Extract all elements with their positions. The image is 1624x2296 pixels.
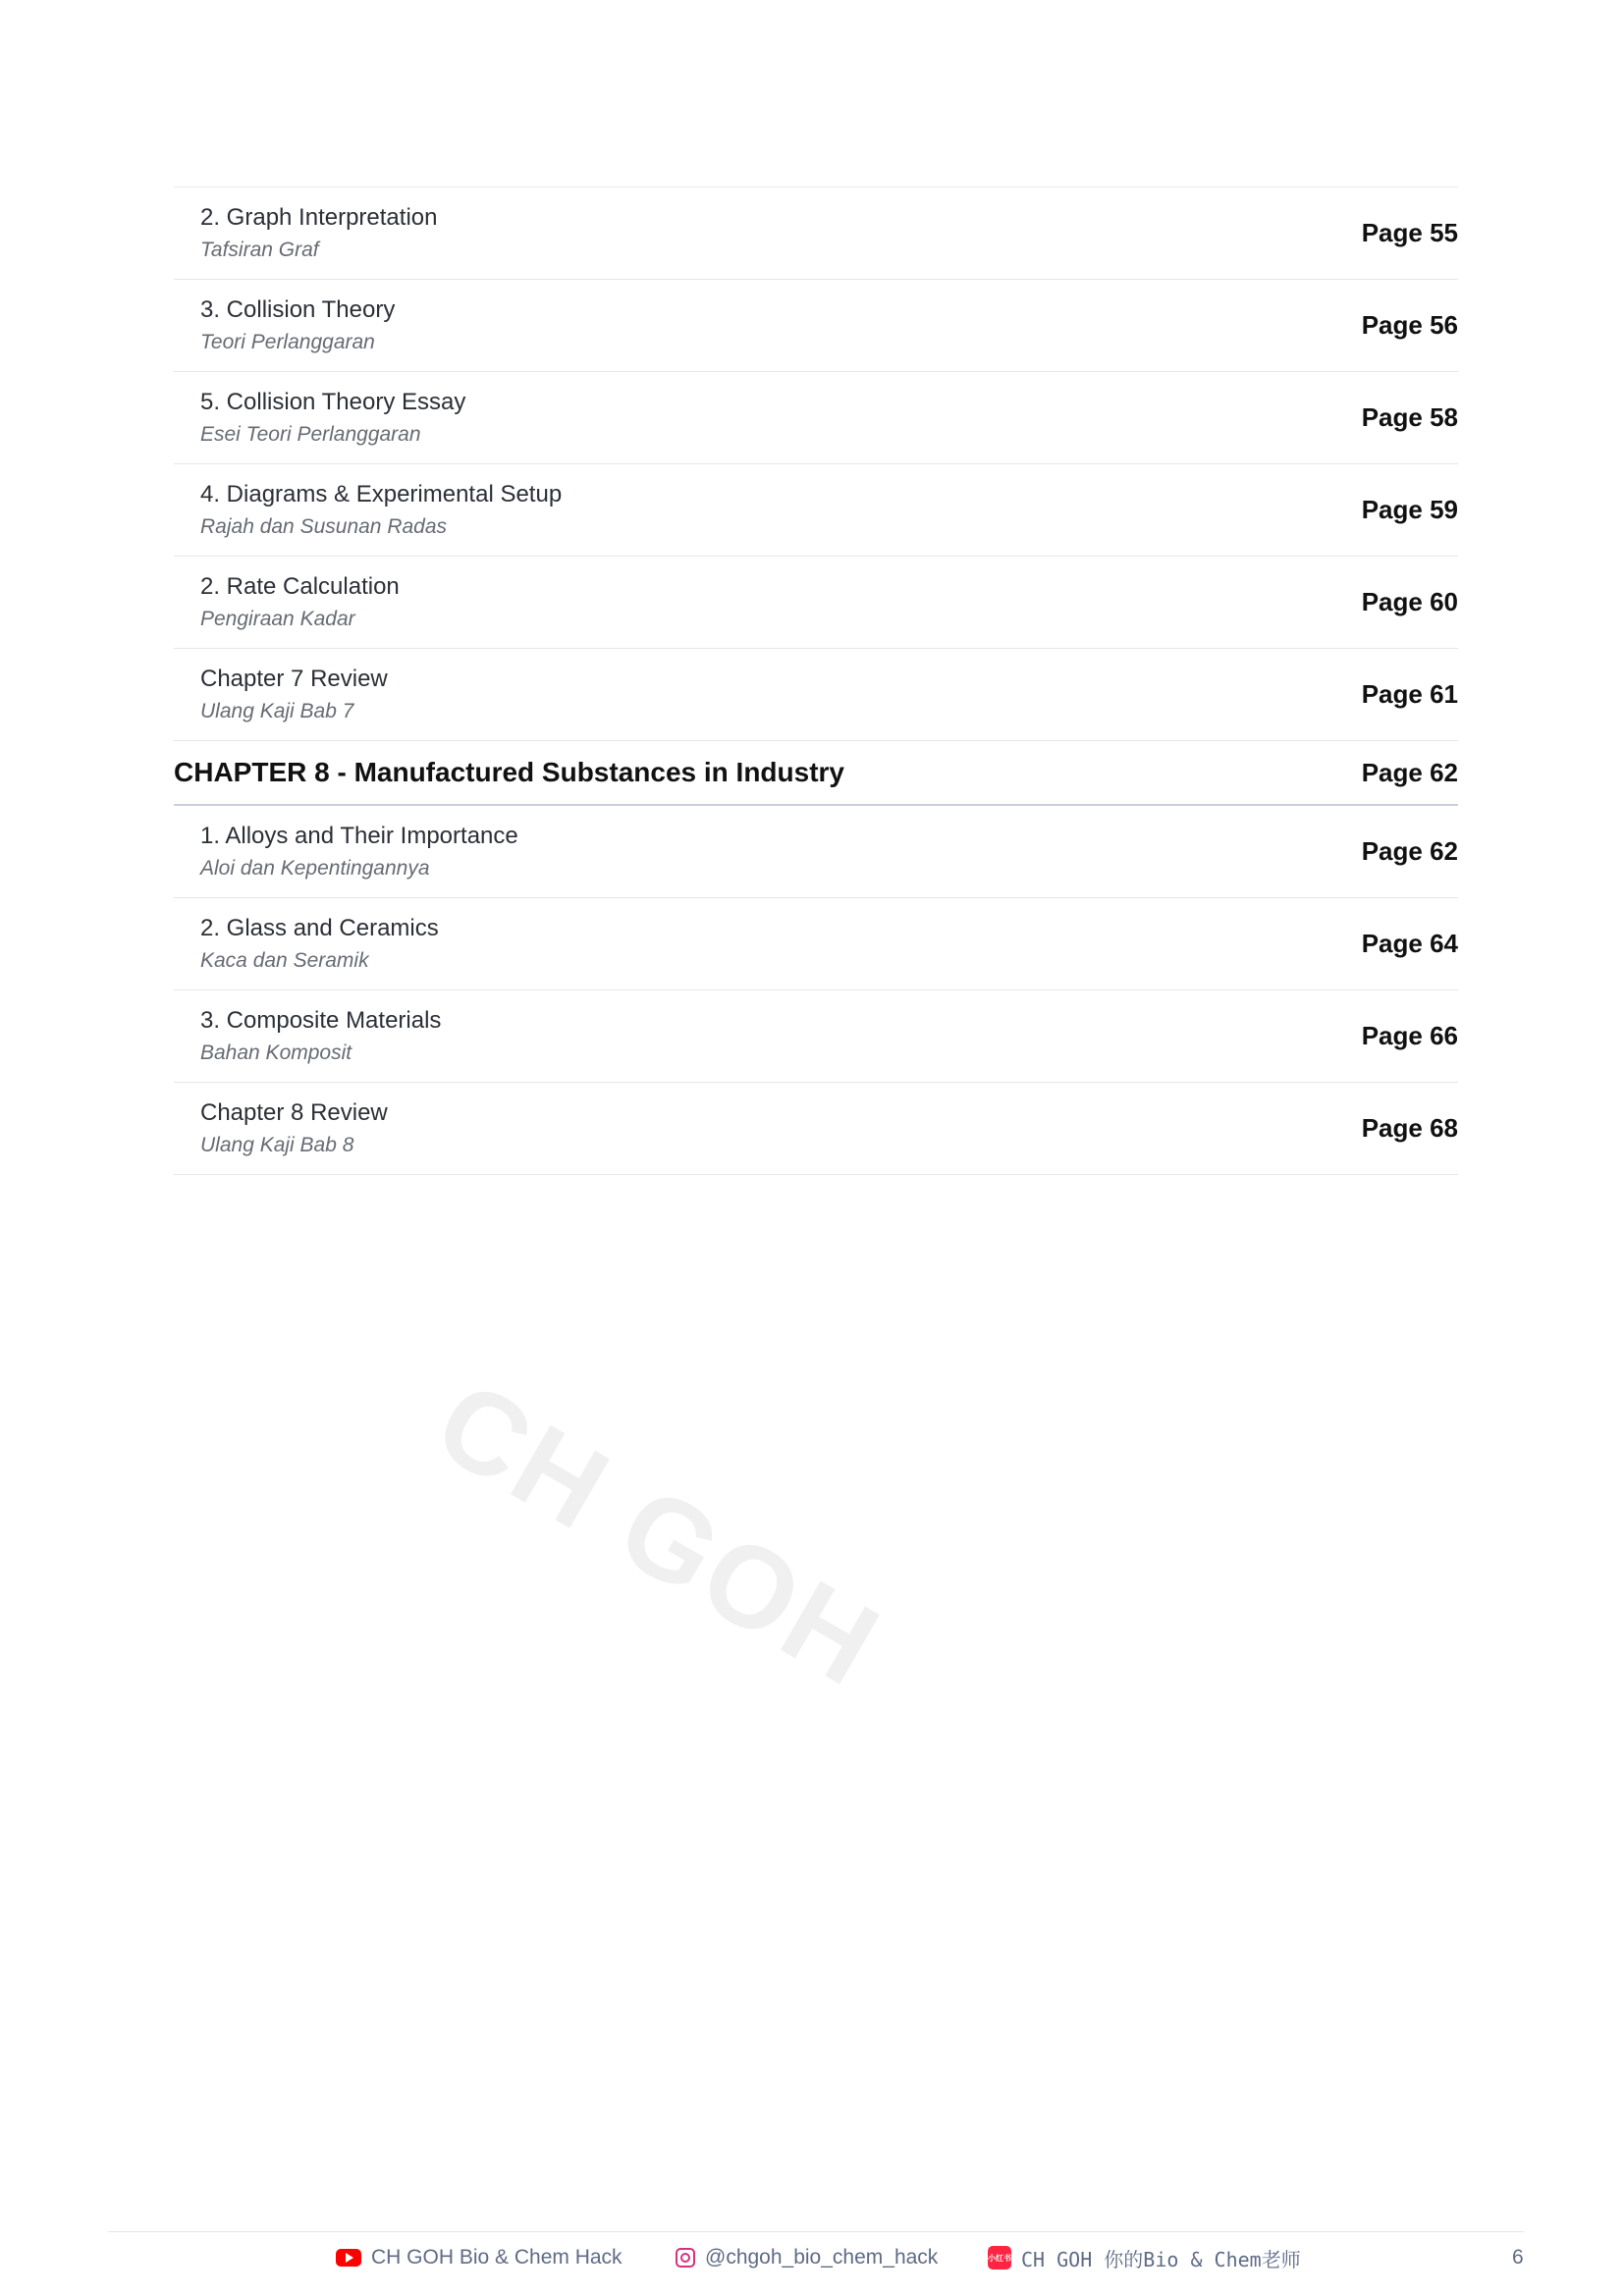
toc-row-subtitle: Aloi dan Kepentingannya: [200, 856, 430, 880]
footer-youtube-link[interactable]: [336, 2240, 623, 2275]
watermark: CH GOH: [415, 1356, 902, 1713]
toc-row-title: Chapter 8 Review: [200, 1098, 388, 1126]
toc-row-page: Page 68: [1361, 1113, 1458, 1143]
toc-row-title: 2. Glass and Ceramics: [200, 914, 439, 941]
toc-row-title: 4. Diagrams & Experimental Setup: [200, 480, 563, 507]
table-of-contents: [174, 187, 1458, 1175]
toc-row-subtitle: Teori Perlanggaran: [200, 330, 375, 353]
toc-row-subtitle: Esei Teori Perlanggaran: [200, 422, 421, 446]
footer-xiaohongshu-link[interactable]: [988, 2240, 1301, 2275]
toc-row[interactable]: [174, 1083, 1458, 1175]
toc-row[interactable]: [174, 187, 1458, 280]
footer: [0, 2240, 1624, 2279]
chapter-title: CHAPTER 8 - Manufactured Substances in Industry: [174, 757, 844, 787]
xiaohongshu-icon: 小红书: [988, 2246, 1011, 2269]
toc-row-subtitle: Kaca dan Seramik: [200, 948, 369, 972]
toc-row-page: Page 66: [1361, 1021, 1458, 1050]
toc-row[interactable]: [174, 990, 1458, 1083]
toc-row-subtitle: Pengiraan Kadar: [200, 607, 355, 630]
instagram-icon: [676, 2248, 695, 2268]
toc-row-page: Page 62: [1361, 836, 1458, 866]
youtube-icon: [336, 2249, 361, 2267]
toc-row-title: 5. Collision Theory Essay: [200, 388, 466, 415]
toc-row-page: Page 55: [1361, 218, 1458, 247]
toc-row-page: Page 64: [1361, 929, 1458, 958]
toc-row-title: 3. Composite Materials: [200, 1006, 442, 1034]
footer-xiaohongshu-label: CH GOH 你的Bio & Chem老师: [1021, 2247, 1301, 2271]
footer-divider: [108, 2231, 1524, 2232]
toc-row[interactable]: [174, 280, 1458, 372]
page-number: 6: [1512, 2246, 1524, 2269]
chapter-heading[interactable]: [174, 741, 1458, 806]
toc-row-title: 2. Rate Calculation: [200, 572, 400, 600]
toc-row-title: 2. Graph Interpretation: [200, 203, 438, 231]
toc-row-page: Page 58: [1361, 402, 1458, 432]
toc-row-title: Chapter 7 Review: [200, 665, 388, 692]
toc-row[interactable]: [174, 806, 1458, 898]
toc-row-subtitle: Rajah dan Susunan Radas: [200, 514, 448, 538]
toc-row[interactable]: [174, 898, 1458, 990]
toc-row[interactable]: [174, 372, 1458, 464]
footer-instagram-label: @chgoh_bio_chem_hack: [705, 2246, 939, 2269]
toc-row-page: Page 61: [1361, 679, 1458, 709]
toc-row-subtitle: Tafsiran Graf: [200, 238, 319, 261]
toc-row-page: Page 59: [1361, 495, 1458, 524]
toc-row-subtitle: Bahan Komposit: [200, 1041, 352, 1064]
toc-row-page: Page 60: [1361, 587, 1458, 616]
footer-instagram-link[interactable]: [676, 2240, 938, 2275]
toc-row[interactable]: [174, 464, 1458, 557]
toc-row-page: Page 56: [1361, 310, 1458, 340]
toc-row-subtitle: Ulang Kaji Bab 7: [200, 699, 354, 722]
toc-row-subtitle: Ulang Kaji Bab 8: [200, 1133, 354, 1156]
toc-row-title: 3. Collision Theory: [200, 295, 396, 323]
footer-youtube-label: CH GOH Bio & Chem Hack: [371, 2246, 623, 2269]
toc-row-title: 1. Alloys and Their Importance: [200, 822, 518, 849]
toc-row[interactable]: [174, 649, 1458, 741]
toc-row[interactable]: [174, 557, 1458, 649]
chapter-page: Page 62: [1361, 757, 1458, 787]
